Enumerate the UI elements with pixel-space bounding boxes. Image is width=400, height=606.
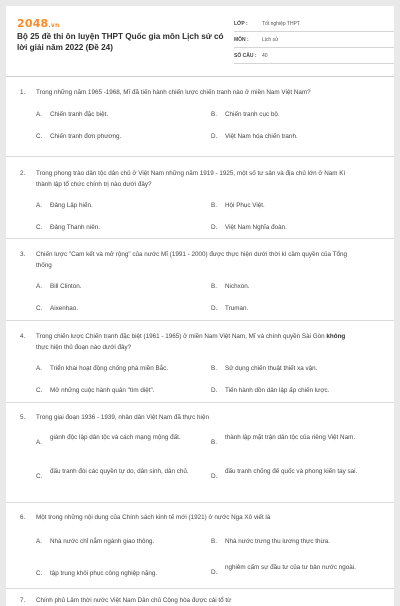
document-meta	[234, 16, 394, 64]
question-divider	[6, 156, 394, 157]
document-page	[6, 6, 394, 606]
meta-class-row	[234, 16, 394, 32]
question-text-pre: Trong chiến lược Chiến tranh đặc biệt (1961 - 1965) ở miền Nam Việt Nam, Mĩ và chính quyền Sài Gòn	[36, 333, 327, 340]
site-logo[interactable]	[17, 18, 59, 32]
meta-subject-value: Lịch sử	[262, 36, 279, 43]
question-divider	[6, 402, 394, 403]
question-number: 3.	[20, 251, 26, 258]
meta-count-label: SỐ CÂU :	[234, 52, 257, 59]
question-1: 1. Trong những năm 1965 -1968, Mĩ đã tiến hành chiến lược chiến tranh nào ở miền Nam Việt Nam? A. Chiến tranh đặc biệt. B. Chiến tranh cục bộ. C. Chiến tranh đơn phương. D. Việt Nam hóa chiến tranh.	[6, 88, 394, 108]
question-text: Chiến lược "Cam kết và mở rộng" của nước Mĩ (1991 - 2000) được thực hiện dưới thời kì cầm quyền của Tổng thống	[36, 251, 347, 269]
question-text-emphasis: không	[326, 333, 346, 340]
question-text: Trong những năm 1965 -1968, Mĩ đã tiến hành chiến lược chiến tranh nào ở miền Nam Việt Nam?	[36, 89, 311, 96]
question-stem	[6, 169, 394, 190]
question-stem	[6, 332, 394, 353]
question-text: Chính phủ Lâm thời nước Việt Nam Dân chủ Cộng hòa được cải tổ từ	[36, 597, 232, 604]
meta-count-value: 40	[262, 52, 268, 59]
meta-count-row	[234, 48, 394, 64]
meta-subject-row	[234, 32, 394, 48]
question-text-post: thực hiện thủ đoạn nào dưới đây?	[36, 343, 132, 351]
question-stem	[6, 250, 394, 271]
header-divider	[6, 76, 394, 77]
question-3: 3. Chiến lược "Cam kết và mở rộng" của nước Mĩ (1991 - 2000) được thực hiện dưới thời kì cầm quyền của Tổng thống A. Bill Clinton. B. Nichxon. C. Aixenhao. D. Truman.	[6, 250, 394, 280]
question-text: Trong giai đoạn 1936 - 1939, nhân dân Việt Nam đã thực hiện	[36, 414, 209, 421]
document-header	[6, 6, 394, 68]
logo-suffix: .vn	[48, 22, 60, 29]
question-stem	[6, 596, 394, 606]
question-number: 4.	[20, 333, 26, 340]
question-text: Trong phong trào dân tộc dân chủ ở Việt Nam những năm 1919 - 1925, một số tư sản và địa chủ lớn ở Nam Kì thành lập tổ chức chính trị nào dưới đây?	[36, 170, 346, 188]
question-number: 6.	[20, 514, 26, 521]
document-title: Bộ 25 đề thi ôn luyện THPT Quốc gia môn Lịch sử có lời giải năm 2022 (Đề 24)	[17, 32, 224, 52]
question-2: 2. Trong phong trào dân tộc dân chủ ở Việt Nam những năm 1919 - 1925, một số tư sản và địa chủ lớn ở Nam Kì thành lập tổ chức chính trị nào dưới đây? A. Đảng Lập hiến. B. Hội Phục Việt. C. Đảng Thanh niên. D. Việt Nam Nghĩa đoàn.	[6, 169, 394, 199]
meta-subject-label: MÔN :	[234, 36, 249, 43]
question-text: Một trong những nội dung của Chính sách kinh tế mới (1921) ở nước Nga Xô viết là	[36, 514, 271, 521]
question-divider	[6, 320, 394, 321]
question-6: 6. Một trong những nội dung của Chính sách kinh tế mới (1921) ở nước Nga Xô viết là A. Nhà nước chỉ nắm ngành giao thông. B. Nhà nước trưng thu lương thực thừa. C. tập trung khôi phục công nghiệp nặng. D. nghiêm cấm sự đầu tư của tư bản nước ngoài.	[6, 513, 394, 533]
question-5: 5. Trong giai đoạn 1936 - 1939, nhân dân Việt Nam đã thực hiện A. giành độc lập dân tộc và cách mạng mộng đất. B. thành lập mặt trận dân tộc của riêng Việt Nam. C. đấu tranh đòi các quyền tự do, dân sinh, dân chủ. D. đấu tranh chống đế quốc và phong kiến tay sai.	[6, 413, 394, 433]
question-4: 4. Trong chiến lược Chiến tranh đặc biệt (1961 - 1965) ở miền Nam Việt Nam, Mĩ và chính quyền Sài Gòn không thực hiện thủ đoạn nào dưới đây? A. Triển khai hoạt động chống phá miền Bắc. B. Sử dụng chiến thuật thiết xa vận. C. Mở những cuộc hành quân "tìm diệt". D. Tiến hành dồn dân lập ấp chiến lược.	[6, 332, 394, 362]
question-divider	[6, 238, 394, 239]
question-stem	[6, 513, 394, 524]
meta-class-label: LỚP :	[234, 20, 248, 27]
question-divider	[6, 502, 394, 503]
question-number: 1.	[20, 89, 26, 96]
question-number: 5.	[20, 414, 26, 421]
question-7	[6, 596, 394, 606]
meta-class-value: Tốt nghiệp THPT	[262, 20, 300, 27]
logo-text: 2048	[17, 17, 49, 30]
question-stem	[6, 413, 394, 424]
question-number: 7.	[20, 597, 26, 604]
question-stem	[6, 88, 394, 99]
question-number: 2.	[20, 170, 26, 177]
question-divider	[6, 588, 394, 589]
